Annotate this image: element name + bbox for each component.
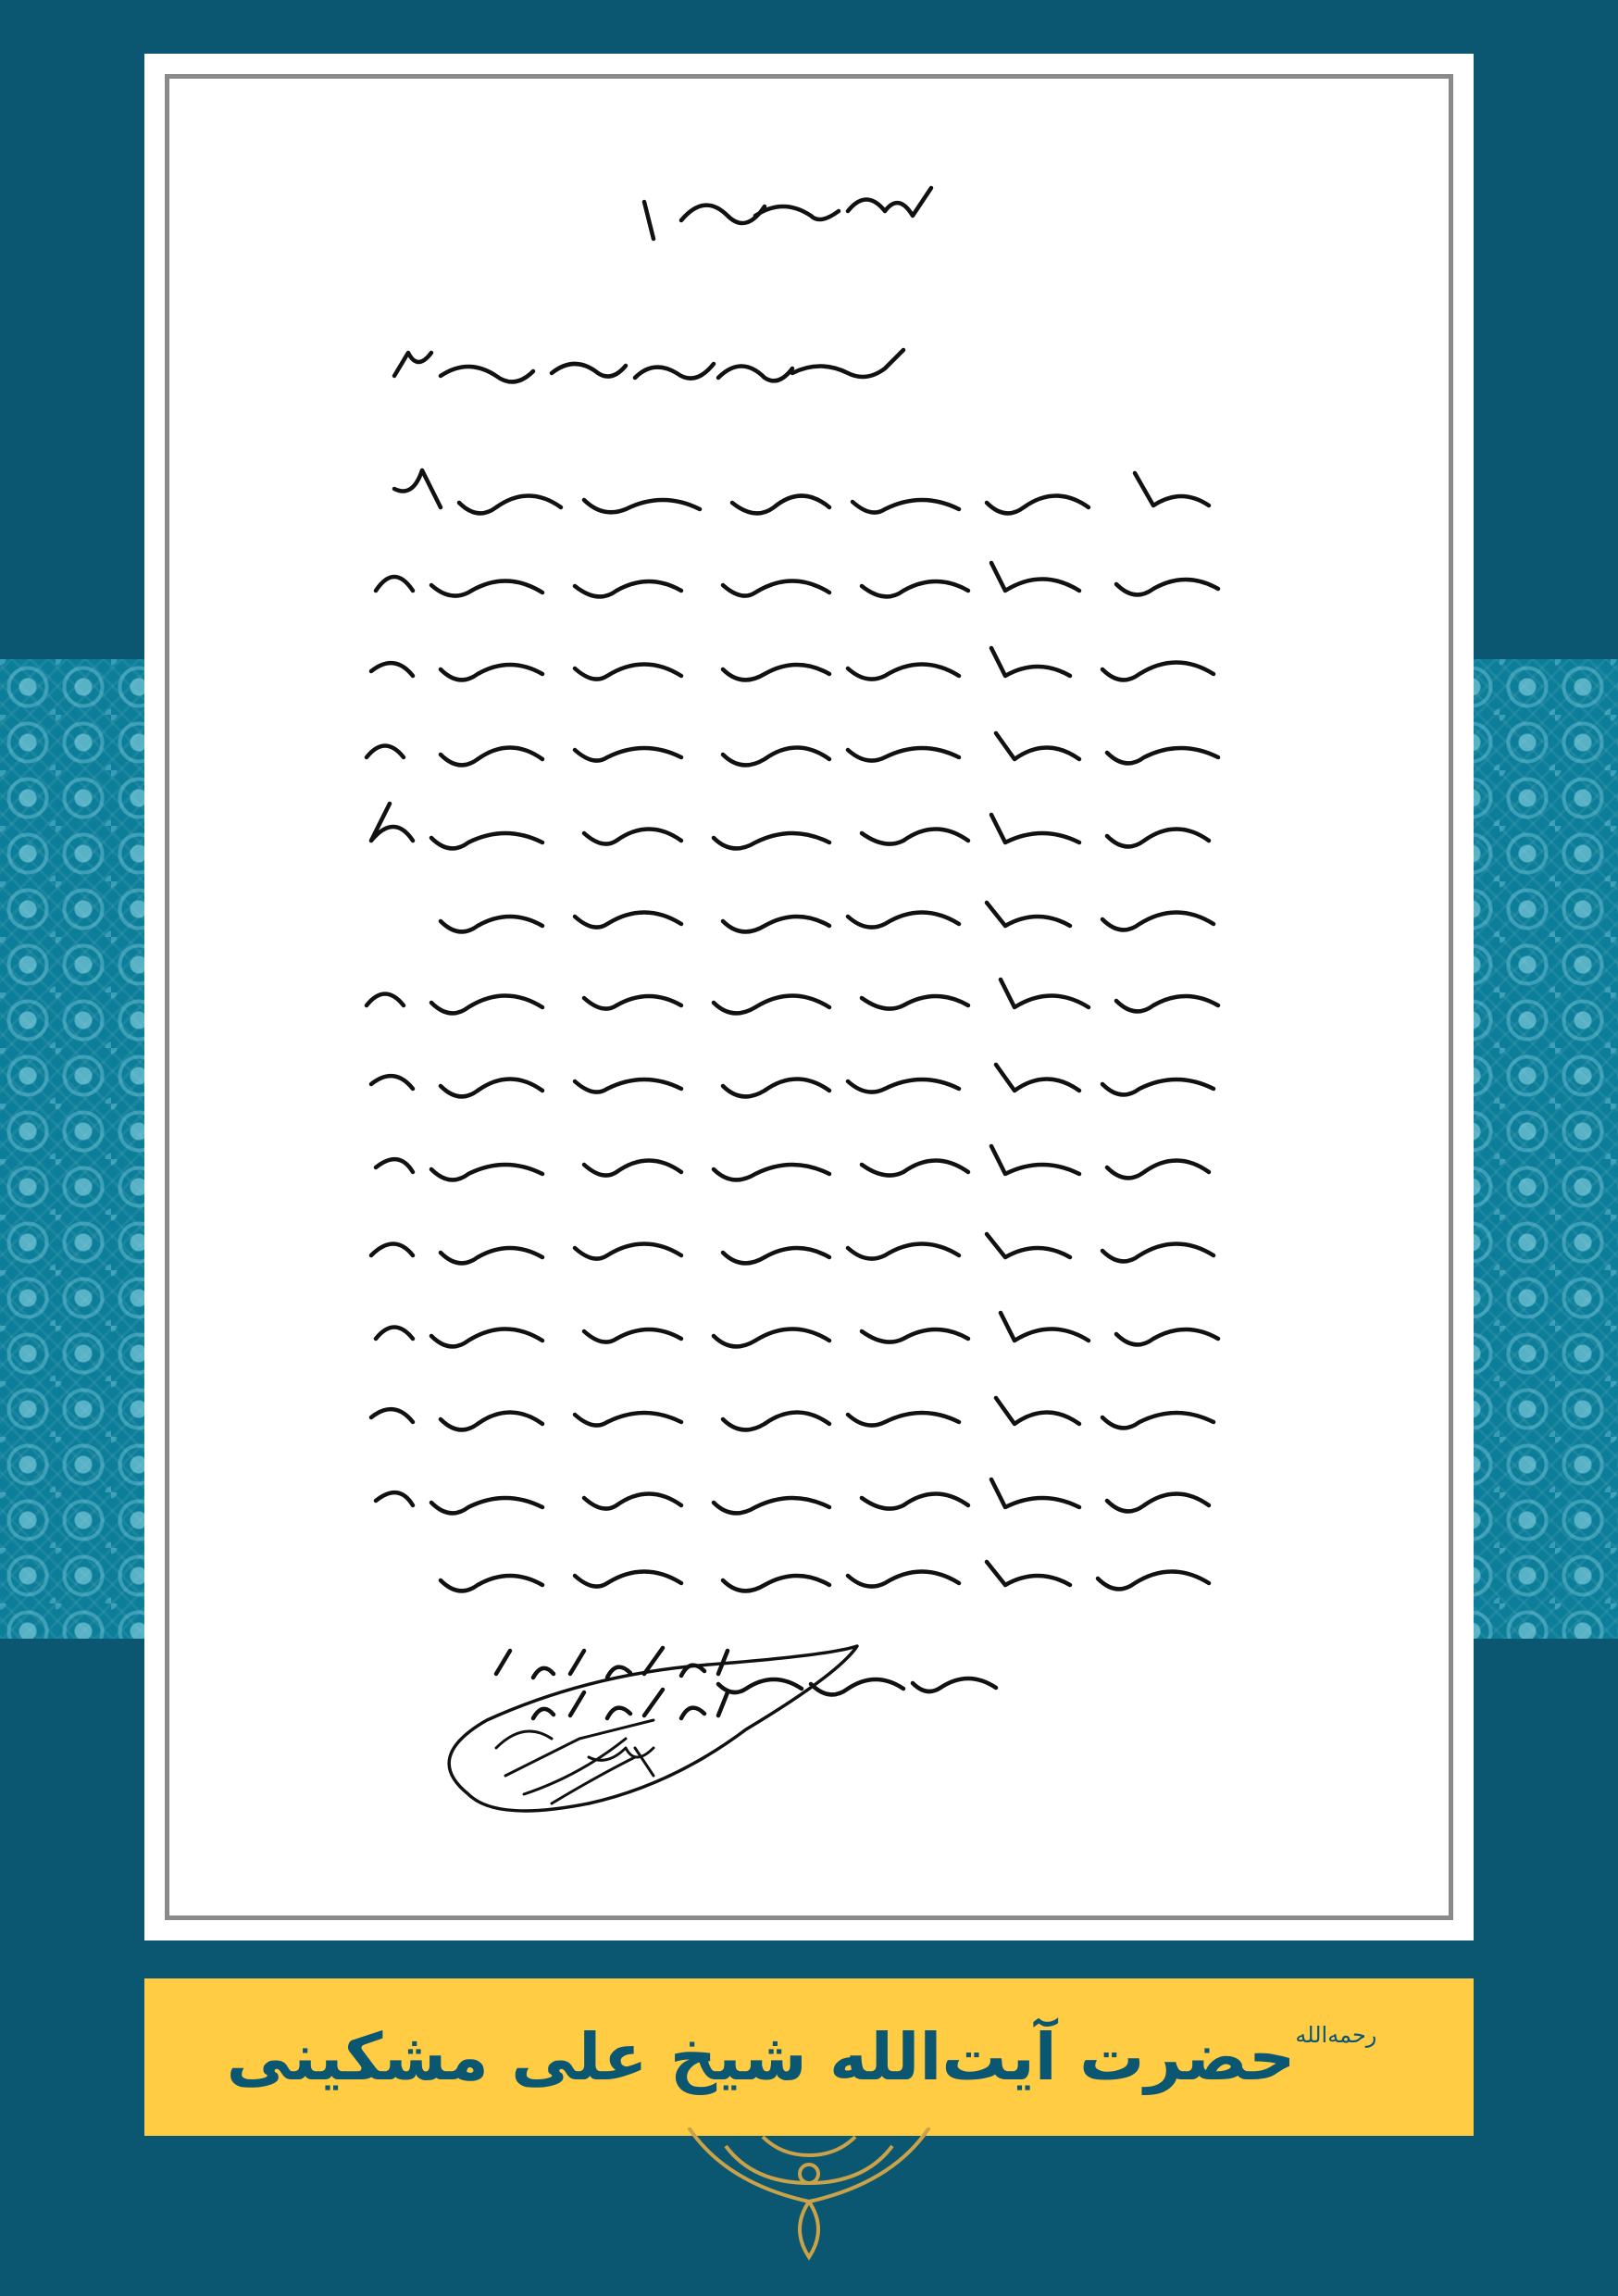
seal-stamp	[449, 1646, 857, 1811]
caption-bar	[144, 1978, 1474, 2136]
ornament-icon	[670, 2128, 948, 2266]
caption-name: حضرت آیت‌الله شیخ علی مشکینی	[226, 2019, 1296, 2095]
caption-honorific: رحمه‌الله	[1295, 2022, 1377, 2048]
handwritten-body	[367, 470, 1218, 1591]
handwritten-opening	[644, 188, 931, 239]
handwritten-letter	[200, 109, 1418, 1831]
handwriting-image	[200, 109, 1418, 1831]
handwritten-closing	[496, 1648, 996, 1718]
letter-paper	[144, 54, 1474, 1940]
handwritten-salutation	[394, 350, 903, 381]
